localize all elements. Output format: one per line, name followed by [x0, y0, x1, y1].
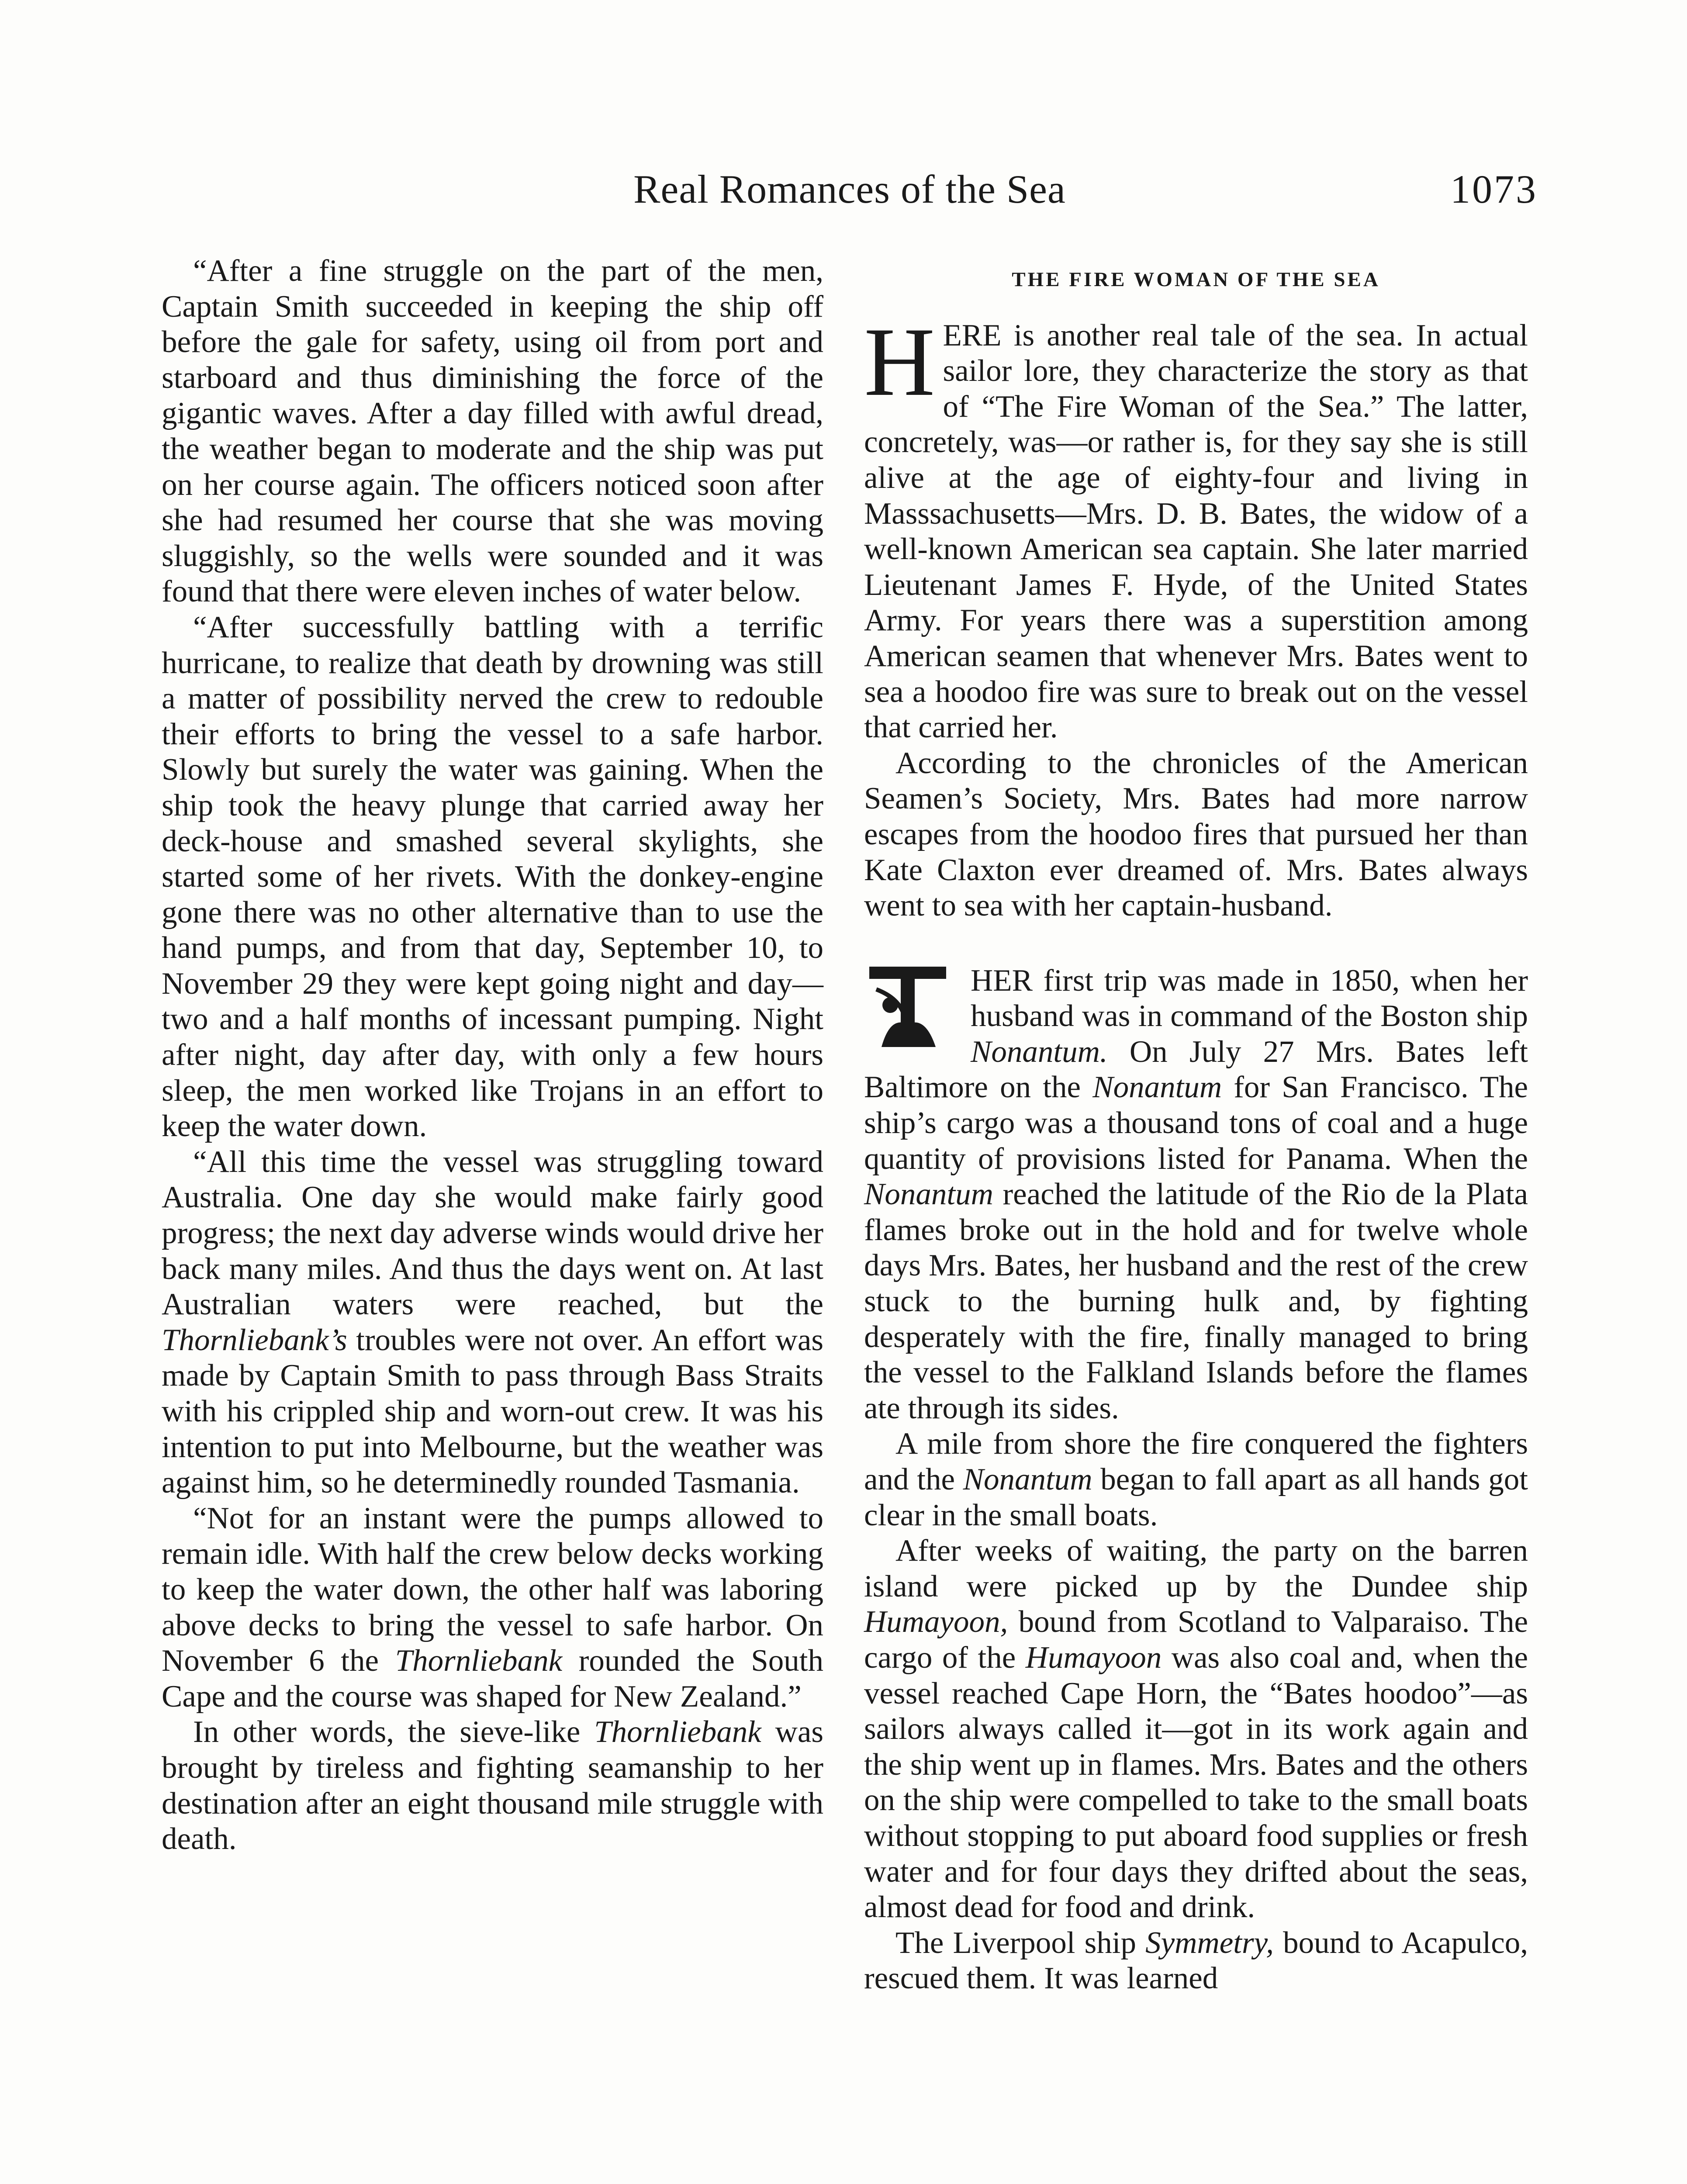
text-run: A mile from shore the fire conquered the fighters and the [864, 1427, 1528, 1496]
ship-name: Nonantum [864, 1177, 993, 1212]
ship-name: Nonantum. [971, 1034, 1108, 1069]
text-run: reached the latitude of the Rio de la Plata flames broke out in the hold and for twelve whole days Mrs. Bates, her husband and the rest of the crew stuck to the burning hulk and, by fighting desperately with the fire, finally managed to bring the vessel to the Falkland Islands before the flames ate through its sides. [864, 1177, 1528, 1425]
text-run: “Not for an instant were the pumps allowed to remain idle. With half the crew below decks working to keep the water down, the other half was laboring above decks to bring the vessel to safe harbor. On November 6 the [162, 1501, 823, 1678]
paragraph [864, 1426, 1528, 1533]
text-run: was also coal and, when the vessel reached Cape Horn, the “Bates hoodoo”—as sailors always called it—got in its work again and the ship went up in flames. Mrs. Bates and the others on the ship were compelled to take to the small boats without stopping to put aboard food supplies or fresh water and for four days they drifted about the seas, almost dead for food and drink. [864, 1640, 1528, 1925]
paragraph [162, 1501, 823, 1715]
running-title: Real Romances of the Sea [633, 167, 1066, 211]
right-column [864, 253, 1528, 1997]
ship-name: Thornliebank [395, 1644, 563, 1678]
paragraph [162, 1144, 823, 1501]
text-run: In other words, the sieve-like [193, 1715, 595, 1749]
paragraph [864, 1533, 1528, 1925]
page-number: 1073 [1450, 167, 1538, 211]
ship-name: Nonantum [963, 1462, 1092, 1496]
ship-name: Thornliebank [594, 1715, 761, 1749]
drop-cap: H [864, 307, 935, 416]
text-run: rounded the South Cape and the course was shaped for New Zealand.” [162, 1644, 823, 1714]
paragraph: “After successfully battling with a terrific hurricane, to realize that death by drowning was still a matter of possibility nerved the crew to redouble their efforts to bring the vessel to a safe harbor. Slowly but surely the water was gaining. When the ship took the heavy plunge that carried away her deck-house and smashed several skylights, she started some of her rivets. With the donkey-engine gone there was no other alternative than to use the hand pumps, and from that day, September 10, to November 29 they were kept going night and day—two and a half months of incessant pumping. Night after night, day after day, with only a few hours sleep, the men worked like Trojans in an effort to keep the water down. [162, 610, 823, 1144]
ship-name: Nonantum [1092, 1070, 1222, 1105]
left-column [162, 253, 823, 1857]
paragraph: “After a fine struggle on the part of the men, Captain Smith succeeded in keeping the ship off before the gale for safety, using oil from port and starboard and thus diminishing the force of the gigantic waves. After a day filled with awful dread, the weather began to moderate and the ship was put on her course again. The officers noticed soon after she had resumed her course that she was moving sluggishly, so the wells were sounded and it was found that there were eleven inches of water below. [162, 254, 823, 609]
ship-name: Humayoon, [864, 1605, 1008, 1639]
text-run: for San Francisco. The ship’s cargo was a thousand tons of coal and a huge quantity of provisions listed for Panama. When the [864, 1070, 1528, 1176]
text-run: was brought by tireless and fighting seamanship to her destination after an eight thousand mile struggle with death. [162, 1715, 824, 1856]
text-run: troubles were not over. An effort was made by Captain Smith to pass through Bass Straits with his crippled ship and worn-out crew. It was his intention to put into Melbourne, but the weather was against him, so he determinedly rounded Tasmania. [162, 1323, 823, 1500]
section-heading: THE FIRE WOMAN OF THE SEA [1012, 268, 1380, 291]
paragraph [864, 1925, 1528, 1997]
text-run: After weeks of waiting, the party on the barren island were picked up by the Dundee ship [864, 1534, 1528, 1603]
decorative-initial-ornament-icon [864, 963, 951, 1051]
paragraph [162, 1714, 823, 1857]
text-run: “All this time the vessel was struggling toward Australia. One day she would make fairly good progress; the next day adverse winds would drive her back many miles. And thus the days went on. At last Australian waters were reached, but the [162, 1144, 823, 1322]
text-run: HER first trip was made in 1850, when her husband was in command of the Boston ship [971, 963, 1528, 1033]
page-header [162, 166, 1538, 223]
text-run: ERE is another real tale of the sea. In actual sailor lore, they characterize the story as that of “The Fire Woman of the Sea.” The latter, concretely, was—or rather is, for they say she is still alive at the age of eighty-four and living in Masssachusetts—Mrs. D. B. Bates, the widow of a well-known American sea captain. She later married Lieutenant James F. Hyde, of the United States Army. For years there was a superstition among American seamen that whenever Mrs. Bates went to sea a hoodoo fire was sure to break out on the vessel that carried her. [864, 318, 1528, 745]
text-run: On July 27 Mrs. Bates left Baltimore on the [864, 1034, 1528, 1105]
ship-name: Thornliebank’s [162, 1323, 347, 1357]
paragraph: According to the chronicles of the American Seamen’s Society, Mrs. Bates had more narrow escapes from the hoodoo fires that pursued her than Kate Claxton ever dreamed of. Mrs. Bates always went to sea with her captain-husband. [864, 746, 1528, 923]
text-run: bound to Acapulco, rescued them. It was learned [864, 1925, 1528, 1996]
text-run: bound from Scotland to Valparaiso. The cargo of the [864, 1605, 1528, 1675]
section-break [864, 924, 1528, 963]
ship-name: Humayoon [1025, 1640, 1162, 1675]
ship-name: Symmetry, [1145, 1925, 1274, 1960]
intro-paragraph [864, 307, 1528, 746]
paragraph [864, 963, 1528, 1427]
text-run: began to fall apart as all hands got clear in the small boats. [864, 1462, 1528, 1532]
text-run: The Liverpool ship [895, 1925, 1146, 1960]
